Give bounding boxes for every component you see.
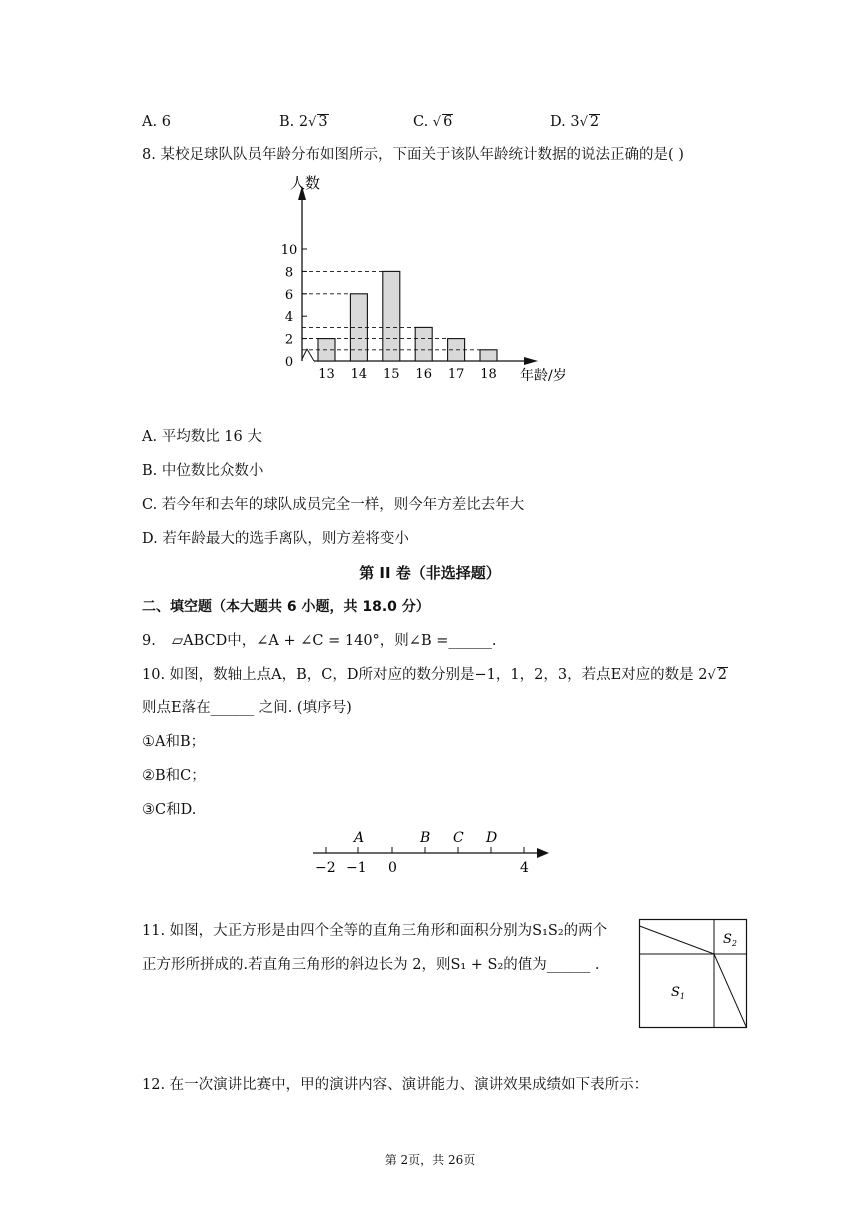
- q9-number: 9.: [142, 633, 156, 649]
- page-footer: 第 2页，共 26页: [384, 1153, 476, 1167]
- x-tick-label: 13: [318, 367, 335, 382]
- number-line-point-c: C: [453, 830, 464, 846]
- q7-option-d-prefix: D. 3: [550, 114, 580, 130]
- number-line-label-neg1: −1: [346, 860, 367, 876]
- square-diagram: [638, 918, 750, 1030]
- x-tick-label: 15: [383, 367, 400, 382]
- y-axis-label: 人数: [290, 174, 321, 192]
- q8-stem: 8. 某校足球队队员年龄分布如图所示，下面关于该队年龄统计数据的说法正确的是( ): [142, 147, 684, 163]
- section-subtitle: 二、填空题（本大题共 6 小题，共 18.0 分）: [142, 599, 430, 615]
- y-tick-label: 2: [284, 332, 294, 348]
- q11-line1: 11. 如图，大正方形是由四个全等的直角三角形和面积分别为S₁S₂的两个: [142, 923, 608, 939]
- q10-line1: 10. 如图，数轴上点A，B，C，D所对应的数分别是−1，1，2，3，若点E对应的数是 2√ 2: [142, 667, 728, 683]
- q10-line1-radicand: 2: [717, 667, 728, 683]
- y-tick-label: 6: [284, 287, 294, 303]
- bar: [415, 327, 432, 361]
- q9-text: ▱ABCD中，∠A + ∠C = 140°，则∠B =______.: [172, 633, 497, 649]
- q7-option-d-radicand: 2: [589, 114, 600, 130]
- x-tick-label: 18: [480, 367, 497, 382]
- x-tick-label: 16: [415, 367, 432, 382]
- bar: [383, 271, 400, 361]
- x-axis-arrow: [524, 357, 538, 365]
- q8-option-d: D. 若年龄最大的选手离队，则方差将变小: [142, 531, 409, 547]
- q8-option-a: A. 平均数比 16 大: [142, 429, 262, 445]
- q10-choice-1: ①A和B；: [142, 734, 206, 750]
- x-tick-label: 14: [350, 367, 368, 382]
- q12-text: 12. 在一次演讲比赛中，甲的演讲内容、演讲能力、演讲效果成绩如下表所示：: [142, 1077, 649, 1093]
- y-tick-label: 10: [280, 243, 298, 258]
- q7-option-b: B. 2√ 3: [279, 114, 328, 130]
- x-axis-label: 年龄/岁: [520, 368, 567, 384]
- number-line-point-b: B: [420, 830, 431, 846]
- q7-option-b-prefix: B. 2: [279, 114, 309, 130]
- q7-option-d: D. 3√ 2: [550, 114, 600, 130]
- s2-label: $S_2$: [723, 932, 737, 948]
- section-title: 第 II 卷（非选择题）: [359, 564, 501, 582]
- q8-option-c: C. 若今年和去年的球队成员完全一样，则今年方差比去年大: [142, 497, 525, 513]
- q7-option-c: C. √ 6: [413, 114, 453, 130]
- q10-line2: 则点E落在______ 之间. (填序号): [142, 700, 352, 716]
- y-tick-label: 4: [284, 310, 294, 326]
- age-distribution-chart: [280, 168, 590, 390]
- number-line-diagram: [305, 825, 555, 880]
- bar: [480, 350, 497, 361]
- y-tick-label: 0: [284, 355, 294, 370]
- y-tick-label: 8: [284, 265, 294, 281]
- q7-option-c-radicand: 6: [443, 114, 453, 130]
- q10-choice-2: ②B和C；: [142, 768, 206, 784]
- q10-choice-3: ③C和D.: [142, 802, 197, 818]
- q8-option-b: B. 中位数比众数小: [142, 463, 264, 479]
- q7-option-c-prefix: C.: [413, 114, 433, 130]
- q7-option-b-radicand: 3: [318, 114, 328, 130]
- number-line-point-a: A: [354, 830, 365, 846]
- number-line-label-4: 4: [520, 860, 529, 876]
- number-line-label-neg2: −2: [315, 860, 336, 876]
- s1-label: $S_1$: [671, 985, 685, 1001]
- axis-break-mark: [302, 349, 314, 361]
- q11-line2: 正方形所拼成的.若直角三角形的斜边长为 2，则S₁ + S₂的值为______ .: [142, 957, 600, 973]
- number-line-point-d: D: [486, 830, 498, 846]
- q7-option-a: A. 6: [142, 114, 171, 130]
- number-line-label-0: 0: [388, 860, 397, 876]
- x-tick-label: 17: [447, 367, 465, 382]
- q10-line1-text: 10. 如图，数轴上点A，B，C，D所对应的数分别是−1，1，2，3，若点E对应的数是 2: [142, 667, 708, 683]
